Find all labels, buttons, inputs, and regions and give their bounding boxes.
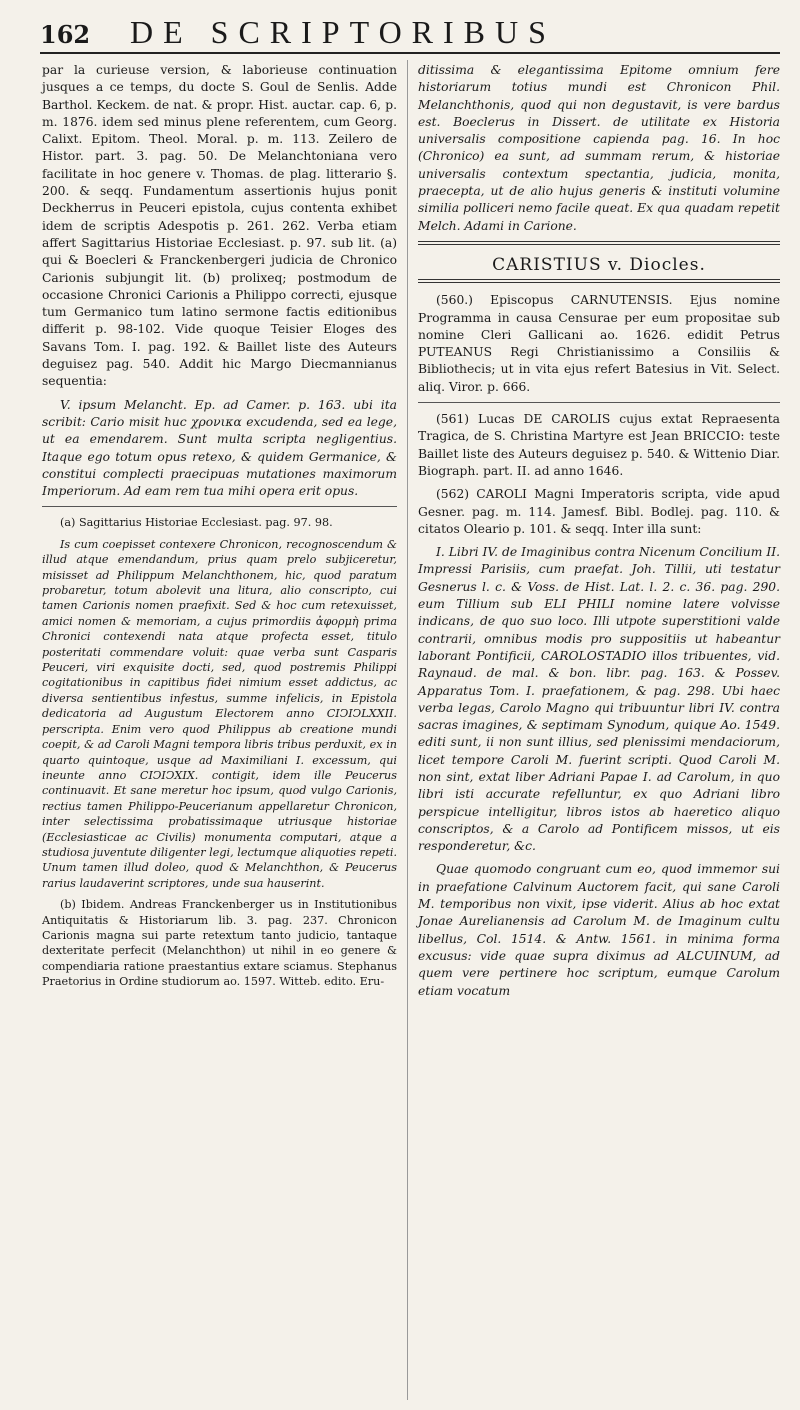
left-quote: V. ipsum Melancht. Ep. ad Camer. p. 163. ubi ita scribit: Cario misit huc χρονικα excudenda, sed ea lege, ut ea emendarem. Sunt multa scripta negligentius. Itaque ego totum opus retexo, & quidem Germanice, & constitui complecti praecipuas mutationes maximorum Imperiorum. Ad eam rem tua mihi opera erit opus. [42,397,397,499]
footnote-a-intro: (a) Sagittarius Historiae Ecclesiast. pag. 97. 98. [60,516,333,530]
right-column [418,62,780,1006]
right-paragraph-1: ditissima & elegantissima Epitome omnium fere historiarum totius mundi est Chronicon Phil. Melanchthonis, quod qui non degustavit, is vere bardus est. Boeclerus in Dissert. de utilitate ex Historia universalis compositione capienda pag. 16. In hoc (Chronico) ea sunt, ad summam rerum, & historiae universalis contextum spectantia, judicia, monita, praecepta, ut de alio hujus generis & instituti volumine similia polliceri nemo facile queat. Ex qua quadam repetit Melch. Adami in Carione. [418,63,780,233]
left-paragraph-1: par la curieuse version, & laborieuse continuation jusques a ce temps, du docte S. Goul de Senlis. Adde Barthol. Keckem. de nat. & propr. Hist. auctar. cap. 6, p. m. 1876. idem sed minus plene referentem, cum Georg. Calixt. Epitom. Theol. Moral. p. m. 113. Zeilero de Histor. part. 3. pag. 50. De Melanchtoniana vero facilitate in hoc genere v. Thomas. de plag. litterario §. 200. & seqq. Fundamentum assertionis hujus ponit Deckherrus in Peuceri epistola, cujus contenta exhibet idem de scriptis Adespotis p. 261. 262. Verba etiam affert Sagittarius Historiae Ecclesiast. p. 97. sub lit. (a) qui & Boecleri & Franckenbergeri judicia de Chronico Carionis subjungit lit. (b) prolixeq; postmodum de occasione Chronici Carionis a Philippo correcti, ejusque tum Germanico tum latino sermone factis editionibus differit p. 98-102. Vide quoque Teisier Eloges des Savans Tom. I. pag. 192. & Baillet liste des Auteurs deguisez pag. 540. Addit hic Margo Diecmannianus sequentia: [42,63,397,389]
entry-separator [418,402,780,403]
left-column [42,62,397,996]
column-divider [407,60,408,1400]
page-number: 162 [40,20,91,49]
footnote-a: Is cum coepisset contexere Chronicon, recognoscendum & illud atque emendandum, prius quam prelo subjiceretur, misisset ad Philippum Melanchthonem, hic, quod paratum probaretur, totum abolevit una litura, alio conscripto, cui tamen Carionis nomen praefixit. Sed & hoc cum retexuisset, amici nomen & memoriam, a cujus primordiis ἀφορμὴ prima Chronici contexendi nata atque profecta esset, titulo posteritati commendare voluit: quae verba sunt Casparis Peuceri, viri exquisite docti, sed, quod postremis Philippi cogitationibus in capitibus fidei nimium esset addictus, ac diversa sentientibus infestus, summe infelicis, in Epistola dedicatoria ad Augustum Electorem anno CIↃIↃLXXII. perscripta. Enim vero quod Philippus ab creatione mundi coepit, & ad Caroli Magni tempora libris tribus perduxit, ex in quarto quintoque, usque ad Maximiliani I. excessum, qui ineunte anno CIↃIↃXIX. contigit, idem ille Peucerus continuavit. Et sane meretur hoc ipsum, quod vulgo Carionis, rectius tamen Philippo-Peucerianum appellaretur Chronicon, inter selectissima probatissimaque utriusque historiae (Ecclesiasticae ac Civilis) monumenta computari, atque a studiosa juventute diligenter legi, lectumque aliquoties repeti. Unum tamen illud doleo, quod & Melanchthon, & Peucerus rarius laudaverint scriptores, unde sua hauserint. [42,537,397,890]
entry-561: (561) Lucas DE CAROLIS cujus extat Repraesenta Tragica, de S. Christina Martyre est Jean BRICCIO: teste Baillet liste des Auteurs deguisez p. 540. & Wittenio Diar. Biograph. part. II. ad anno 1646. [418,412,780,478]
section-rule-top [418,241,780,245]
entry-562: (562) CAROLI Magni Imperatoris scripta, vide apud Gesner. pag. m. 114. Jamesf. Bibl. Bodlej. pag. 110. & citatos Oleario p. 101. & seqq. Inter illa sunt: [418,487,780,536]
entry-560: (560.) Episcopus CARNUTENSIS. Ejus nomine Programma in causa Censurae per eum propositae sub nomine Cleri Gallicani ao. 1626. edidit Petrus PUTEANUS Regi Christianissimo a Consiliis & Bibliothecis; ut in vita ejus refert Batesius in Vit. Select. aliq. Viror. p. 666. [418,293,780,394]
running-title: DE SCRIPTORIBUS [130,14,556,50]
section-rule-bottom [418,279,780,283]
footnote-b: (b) Ibidem. Andreas Franckenberger us in Institutionibus Antiquitatis & Historiarum lib. 3. pag. 237. Chronicon Carionis magna sui parte retextum tanto judicio, tantaque dexteritate perfecit (Melanchthon) ut nihil in eo genere & compendiaria ratione praestantius extare sciamus. Stephanus Praetorius in Ordine studiorum ao. 1597. Witteb. edito. Eru- [42,898,397,989]
note-separator [42,506,397,507]
entry-libri: I. Libri IV. de Imaginibus contra Nicenum Concilium II. Impressi Parisiis, cum praefat. Joh. Tillii, uti testatur Gesnerus l. c. & Voss. de Hist. Lat. l. 2. c. 36. pag. 290. eum Tillium sub ELI PHILI nomine latere volvisse indicans, de quo suo loco. Illi utpote superstitioni valde contrarii, omnibus modis pro suppositiis ut habeantur laborant Pontificii, CAROLOSTADIO illos tribuentes, vid. Raynaud. de mal. & bon. libr. pag. 163. & Possev. Apparatus Tom. I. praefationem, & pag. 298. Ubi haec verba legas, Carolo Magno qui tribuuntur libri IV. contra sacras imagines, & septimam Synodum, quique Ao. 1549. editi sunt, ii non sunt illius, sed plenissimi mendaciorum, licet tempore Caroli M. fuerint scripti. Quod Caroli M. non sint, extat liber Adriani Papae I. ad Carolum, in quo libri isti accurate refelluntur, ex quo Adriani libro perspicue intelligitur, libros istos ab haeretico aliquo conscriptos, & a Carolo ad Pontificem missos, ut eis responderetur, &c. [418,545,780,854]
entry-quae: Quae quomodo congruant cum eo, quod immemor sui in praefatione Calvinum Auctorem facit, qui sane Caroli M. temporibus non vixit, ipse viderit. Alius ab hoc extat Jonae Aurelianensis ad Carolum M. de Imaginum cultu libellus, Col. 1514. & Antw. 1561. in minima forma excusus: vide quae supra diximus ad ALCUINUM, ad quem vere pertinere hoc scriptum, eumque Carolum etiam vocatum [418,862,780,998]
page-header [40,14,780,48]
entry-heading: CARISTIUS v. Diocles. [492,254,706,275]
header-rule [40,52,780,54]
